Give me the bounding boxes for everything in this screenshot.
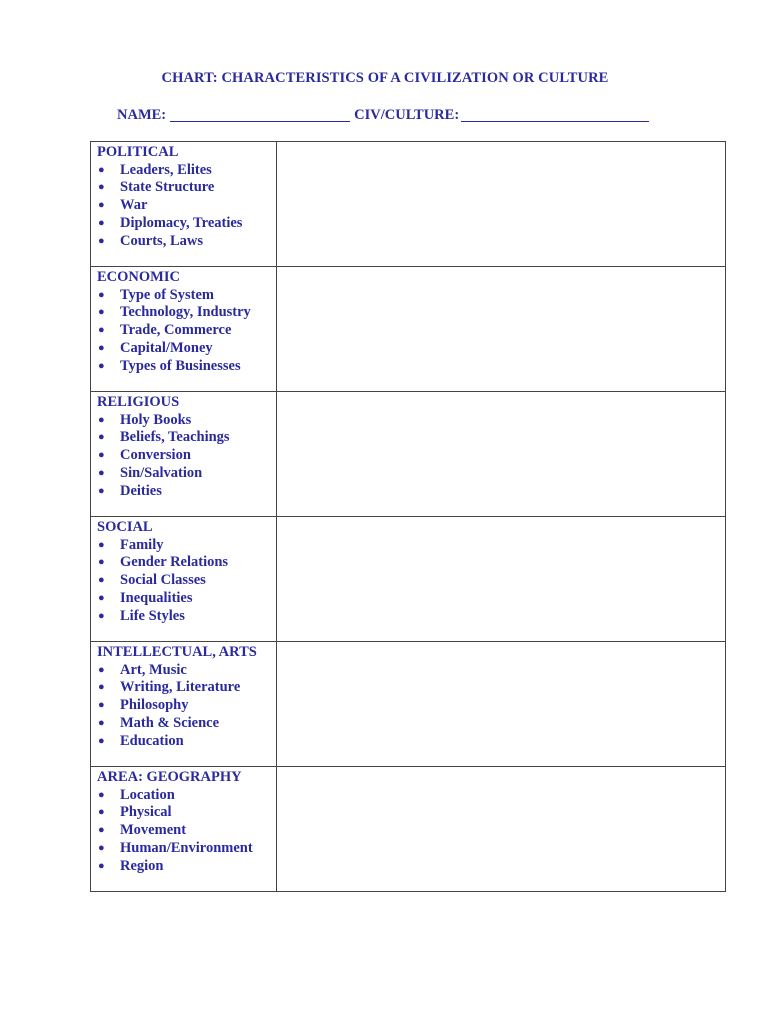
- category-item-list: [97, 787, 276, 877]
- list-item-label: Type of System: [120, 286, 214, 303]
- list-item-label: War: [120, 197, 148, 214]
- name-blank-field[interactable]: [170, 107, 350, 122]
- list-item: [97, 840, 276, 858]
- bullet-icon: ●: [98, 681, 105, 694]
- list-item-label: State Structure: [120, 179, 215, 196]
- category-heading: POLITICAL: [97, 144, 179, 160]
- list-item: [97, 858, 276, 876]
- list-item-label: Capital/Money: [120, 340, 213, 357]
- answer-cell[interactable]: [277, 642, 726, 767]
- list-item: [97, 715, 276, 733]
- answer-cell[interactable]: [277, 392, 726, 517]
- characteristics-table: [90, 141, 726, 892]
- bullet-icon: ●: [98, 610, 105, 623]
- list-item-label: Education: [120, 733, 184, 750]
- list-item-label: Inequalities: [120, 590, 193, 607]
- list-item: [97, 679, 276, 697]
- list-item-label: Family: [120, 536, 164, 553]
- category-item-list: [97, 662, 276, 752]
- list-item: [97, 215, 276, 233]
- bullet-icon: ●: [98, 806, 105, 819]
- list-item: [97, 179, 276, 197]
- bullet-icon: ●: [98, 538, 105, 551]
- list-item: [97, 465, 276, 483]
- list-item: [97, 537, 276, 555]
- list-item-label: Beliefs, Teachings: [120, 429, 230, 446]
- list-item: [97, 608, 276, 626]
- answer-cell[interactable]: [277, 267, 726, 392]
- list-item-label: Life Styles: [120, 608, 185, 625]
- category-heading: INTELLECTUAL, ARTS: [97, 644, 257, 660]
- category-cell: [91, 767, 277, 892]
- answer-cell[interactable]: [277, 767, 726, 892]
- name-civ-line: [117, 107, 649, 124]
- list-item-label: Math & Science: [120, 715, 220, 732]
- list-item-label: Diplomacy, Treaties: [120, 215, 243, 232]
- list-item-label: Leaders, Elites: [120, 161, 212, 178]
- bullet-icon: ●: [98, 663, 105, 676]
- name-label: NAME:: [117, 107, 167, 123]
- category-cell: [91, 642, 277, 767]
- list-item-label: Art, Music: [120, 661, 187, 678]
- category-item-list: [97, 412, 276, 502]
- list-item: [97, 304, 276, 322]
- bullet-icon: ●: [98, 592, 105, 605]
- document-title: CHART: CHARACTERISTICS OF A CIVILIZATION OR CULTURE: [161, 70, 609, 86]
- list-item: [97, 412, 276, 430]
- category-item-list: [97, 162, 276, 252]
- list-item: [97, 787, 276, 805]
- table-row: [91, 142, 726, 267]
- table-row: [91, 267, 726, 392]
- list-item: [97, 483, 276, 501]
- list-item: [97, 804, 276, 822]
- list-item: [97, 358, 276, 376]
- civ-blank-field[interactable]: [461, 107, 649, 122]
- list-item: [97, 447, 276, 465]
- list-item: [97, 197, 276, 215]
- bullet-icon: ●: [98, 717, 105, 730]
- list-item: [97, 340, 276, 358]
- table-row: [91, 392, 726, 517]
- list-item: [97, 429, 276, 447]
- answer-cell[interactable]: [277, 142, 726, 267]
- bullet-icon: ●: [98, 842, 105, 855]
- bullet-icon: ●: [98, 735, 105, 748]
- list-item-label: Deities: [120, 483, 162, 500]
- bullet-icon: ●: [98, 413, 105, 426]
- table-row: [91, 517, 726, 642]
- list-item-label: Trade, Commerce: [120, 322, 232, 339]
- list-item-label: Location: [120, 786, 175, 803]
- list-item: [97, 287, 276, 305]
- category-heading: SOCIAL: [97, 519, 153, 535]
- bullet-icon: ●: [98, 288, 105, 301]
- list-item: [97, 322, 276, 340]
- list-item-label: Writing, Literature: [120, 679, 241, 696]
- bullet-icon: ●: [98, 360, 105, 373]
- list-item-label: Technology, Industry: [120, 304, 251, 321]
- bullet-icon: ●: [98, 199, 105, 212]
- bullet-icon: ●: [98, 306, 105, 319]
- table-row: [91, 767, 726, 892]
- category-heading: ECONOMIC: [97, 269, 180, 285]
- bullet-icon: ●: [98, 556, 105, 569]
- list-item-label: Philosophy: [120, 697, 189, 714]
- category-cell: [91, 142, 277, 267]
- bullet-icon: ●: [98, 699, 105, 712]
- bullet-icon: ●: [98, 485, 105, 498]
- category-heading: AREA: GEOGRAPHY: [97, 769, 242, 785]
- bullet-icon: ●: [98, 824, 105, 837]
- list-item: [97, 822, 276, 840]
- category-cell: [91, 392, 277, 517]
- list-item-label: Types of Businesses: [120, 358, 241, 375]
- bullet-icon: ●: [98, 449, 105, 462]
- list-item-label: Region: [120, 858, 164, 875]
- list-item: [97, 590, 276, 608]
- bullet-icon: ●: [98, 235, 105, 248]
- category-cell: [91, 517, 277, 642]
- list-item: [97, 162, 276, 180]
- bullet-icon: ●: [98, 181, 105, 194]
- list-item: [97, 733, 276, 751]
- bullet-icon: ●: [98, 217, 105, 230]
- list-item-label: Movement: [120, 822, 187, 839]
- list-item-label: Human/Environment: [120, 840, 253, 857]
- list-item-label: Social Classes: [120, 572, 206, 589]
- category-item-list: [97, 287, 276, 377]
- list-item: [97, 662, 276, 680]
- category-item-list: [97, 537, 276, 627]
- list-item-label: Physical: [120, 804, 172, 821]
- bullet-icon: ●: [98, 788, 105, 801]
- bullet-icon: ●: [98, 163, 105, 176]
- list-item-label: Holy Books: [120, 411, 192, 428]
- category-cell: [91, 267, 277, 392]
- bullet-icon: ●: [98, 467, 105, 480]
- list-item: [97, 233, 276, 251]
- answer-cell[interactable]: [277, 517, 726, 642]
- list-item: [97, 572, 276, 590]
- list-item-label: Gender Relations: [120, 554, 229, 571]
- list-item-label: Conversion: [120, 447, 191, 464]
- bullet-icon: ●: [98, 860, 105, 873]
- list-item: [97, 697, 276, 715]
- list-item-label: Courts, Laws: [120, 233, 203, 250]
- bullet-icon: ●: [98, 574, 105, 587]
- table-row: [91, 642, 726, 767]
- bullet-icon: ●: [98, 324, 105, 337]
- list-item-label: Sin/Salvation: [120, 465, 203, 482]
- civ-label: CIV/CULTURE:: [354, 107, 460, 123]
- bullet-icon: ●: [98, 431, 105, 444]
- list-item: [97, 554, 276, 572]
- bullet-icon: ●: [98, 342, 105, 355]
- category-heading: RELIGIOUS: [97, 394, 180, 410]
